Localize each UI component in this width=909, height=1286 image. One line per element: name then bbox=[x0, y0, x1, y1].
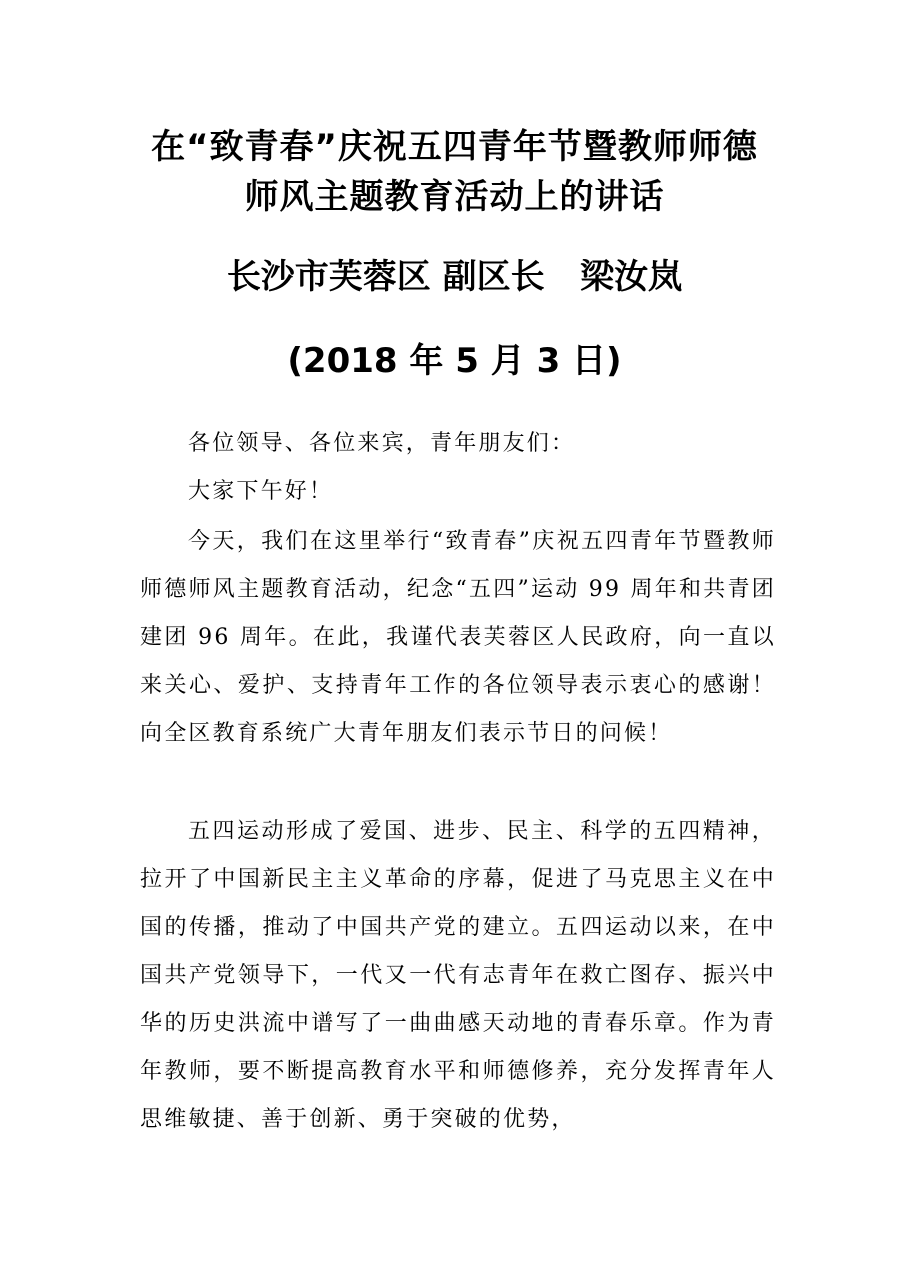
greeting: 大家下午好！ bbox=[188, 479, 334, 504]
body-paragraph-2: 五四运动形成了爱国、进步、民主、科学的五四精神，拉开了中国新民主主义革命的序幕，促进了马克思主义在中国的传播，推动了中国共产党的建立。五四运动以来，在中国共产党领导下，一代又一代有志青年在救亡图存、振兴中华的历史洪流中谱写了一曲曲感天动地的青春乐章。作为青年教师，要不断提高教育水平和师德修养，充分发挥青年人思维敏捷、善于创新、勇于突破的优势， bbox=[140, 819, 776, 1132]
body-paragraph-1: 今天，我们在这里举行“致青春”庆祝五四青年节暨教师师德师风主题教育活动，纪念“五四”运动 99 周年和共青团建团 96 周年。在此，我谨代表芙蓉区人民政府，向一直以来关心、爱护、支持青年工作的各位领导表示衷心的感谢！向全区教育系统广大青年朋友们表示节日的问候！ bbox=[140, 529, 776, 746]
document-title-line-1: 在“致青春”庆祝五四青年节暨教师师德 bbox=[151, 127, 758, 167]
document-title-line-2: 师风主题教育活动上的讲话 bbox=[244, 177, 665, 217]
speaker-byline: 长沙市芙蓉区 副区长 梁汝岚 bbox=[226, 257, 683, 297]
speech-date: (2018 年 5 月 3 日) bbox=[287, 341, 622, 381]
salutation: 各位领导、各位来宾，青年朋友们： bbox=[188, 431, 576, 456]
